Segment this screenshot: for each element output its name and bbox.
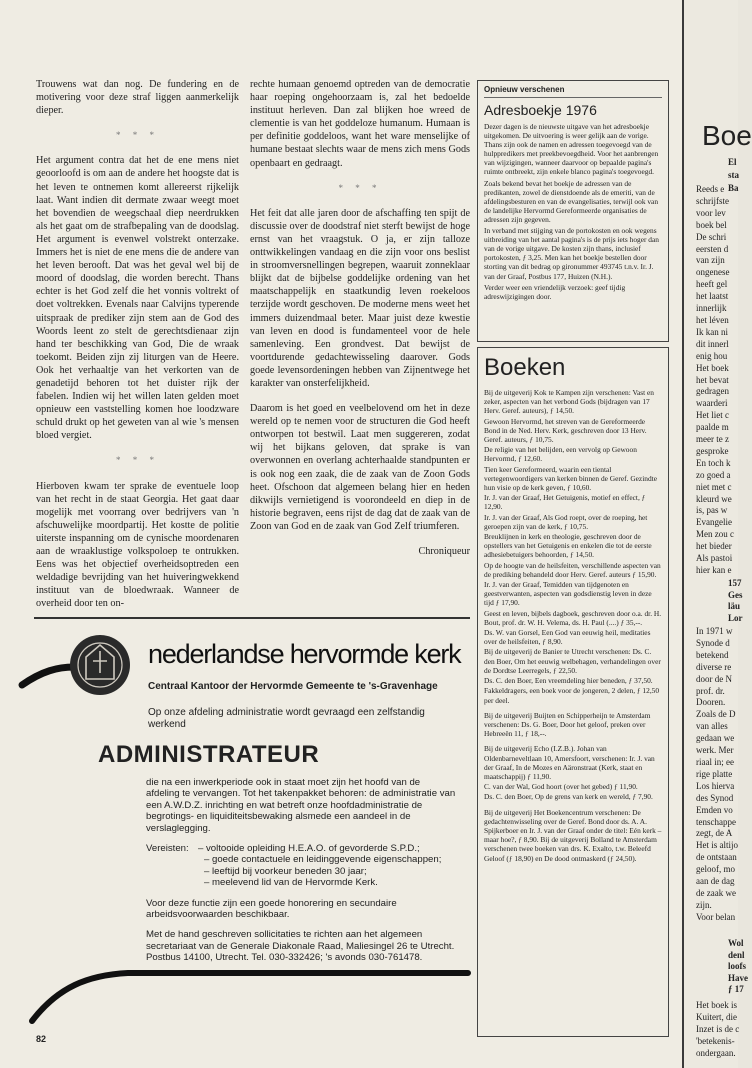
author-signature: Chroniqueur (418, 546, 470, 557)
requirement-item: – voltooide opleiding H.E.A.O. of gevorderde S.P.D.; (198, 843, 420, 855)
fragment-line: En toch k (696, 457, 731, 468)
fragment-line: prof. dr. (696, 685, 725, 696)
ad-intro: Op onze afdeling administratie wordt gevraagd een zelfstandig werkend (148, 707, 425, 730)
fragment-line: des Synod (696, 792, 734, 803)
fragment-line: ondergaan. (696, 1047, 736, 1058)
fragment-line: de zaak we (696, 887, 736, 898)
fragment-line: denl (728, 949, 745, 960)
paragraph: Het argument contra dat het de ene mens niet geoorloofd is om aan de andere het hoogste dat is het leven te ontnemen komt allereerst rijkelijk laat. Want indien dit dermate zwaar weegt moet het bovendien de weegschaal diep neerdrukken als het gaat om de strafbepaling van de doodslag. Het argument is evenwel volstrekt onterzake. Immers het is niet de ene mens die de andere van het leven berooft. Dat was het geval wel bij de moord of doodslag, die worden berecht. Thans echter is het God zelf die het vonnis voltrekt of doet voltrekken. Evenals naar Calvijns typerende uitspraak de prediker zijn stem aan de God des Woords leent zo stelt de gerechtsdienaar zijn hand ter beschikking van God, Die de wraak toekomt. Beiden zijn zij liturgen van de Heere. Ook het verhaaltje van het verkorten van de genadetijd behoren tot het duister rijk der fabelen. Indien wij het willen laten gelden moet opnieuw een vaststelling komen hoe loodzware schuld drukt op het geweten van al wie 's mensen bloed vergiet. (36, 155, 239, 442)
fragment-line: ongenese (696, 267, 730, 278)
fragment-line: Emden vo (696, 804, 733, 815)
fragment-line: gedaan we (696, 733, 735, 744)
fragment-line: Synode d (696, 637, 730, 648)
paragraph: Ds. W. van Gorsel, Een God van eeuwig heil, meditaties over de heilsfeiten, ƒ 8,90. (484, 628, 651, 647)
paragraph: Geest en leven, bijbels dagboek, geschreven door o.a. dr. H. Bout, prof. dr. W. H. Velema, ds. H. Paul (....) ƒ 35,--. (484, 608, 662, 627)
job-advertisement (28, 627, 466, 1025)
requirements (146, 843, 456, 889)
fragment-line: de ontstaan (696, 852, 737, 863)
fragment-line: Als pastoi (696, 553, 733, 564)
fragment-line: Ges (728, 589, 743, 600)
fragment-line: paalde m (696, 422, 729, 433)
ad-paragraph: Voor deze functie zijn een goede honorering en secundaire arbeidsvoorwaarden beschikbaar. (146, 897, 397, 921)
paragraph: Het feit dat alle jaren door de afschaffing ten spijt de discussie over de doodstraf niet sterft bewijst de hoge ernst van het vraagstuk. O ja, er zijn talloze onttwikkelingen vandaag en die zijn voor ons beslist in stroomversnellingen begrepen, waaruit zonneklaar blijkt dat de bijbelse goddelijke ordening van het maatschappelijk en staatkundig leven roekeloos terzijde wordt geschoven. De moderne mens weet het immers duizendmaal beter. Maar juist deze kwestie van leven en dood is fundamenteel voor de hele samenleving. Een grondvest. Dat bewijst de voortdurende gedachtewisseling daarover. Gods goede levensordeningen hebben van Zijnentwege het karakter van onsterfelijkheid. (250, 207, 470, 389)
boeken-body (484, 388, 662, 863)
fragment-line: Men zou c (696, 529, 734, 540)
fragment-bold-heading (728, 938, 748, 996)
kicker: Opnieuw verschenen (484, 85, 662, 98)
section-divider: * * * (338, 182, 382, 193)
fragment-line: betekend (696, 649, 729, 660)
paragraph: Verder weer een vriendelijk verzoek: geef tijdig adreswijzigingen door. (484, 282, 626, 301)
paragraph: Bij de uitgeverij Echo (I.Z.B.). Johan van Oldenbarneveltlaan 10, Amersfoort, verschenen: Ir. J. van der Graaf, In de Mozes en Aäronstraat (Kerk, staat en maatschappij) ƒ 11,90. (484, 744, 655, 781)
fragment-line: van alles (696, 721, 728, 732)
fragment-line: boek bel (696, 219, 727, 230)
paragraph: Op de hoogte van de heilsfeiten, verschillende aspecten van de prediking behandeld door Herv. Geref. auteurs ƒ 15,90. (484, 560, 661, 579)
requirement-item: – meelevend lid van de Hervormde Kerk. (204, 877, 378, 889)
paragraph: In verband met stijging van de portokosten en ook wegens uitbreiding van het aantal pagina's is de prijs iets hoger dan van de vorige uitgave. De kosten zijn thans, inclusief portokosten, ƒ 3,25. Men kan het boekje bestellen door storting van dit bedrag op gironummer 493745 t.n.v. Ir. J. van der Graaf, Postbus 177, Huizen (N.H.). (484, 226, 659, 281)
fragment-line: zijn. (696, 899, 712, 910)
fragment-line: zegt, de A (696, 828, 733, 839)
paragraph: Hierboven kwam ter sprake de eventuele loop van het recht in de staat Georgia. Het gaat daar mogelijk met voorrang over bedrijvers van 'n afschuwelijke moordpartij. Het kostte de politie uiterste inspanning om de cynische moordenaren aan de wraaklustige volkspoloep te ontrukken. Eens was het objectief overheidsoptreden een weldadige bevrijding van het huiveringwekkend instituut van de bloedwraak. Wanneer de overheid door ten on- (36, 480, 239, 610)
fragment-line: diverse re (696, 661, 732, 672)
article-middle-column (250, 78, 470, 558)
fragment-line: Het boek (696, 362, 729, 373)
fragment-line: tenschappe (696, 816, 736, 827)
boeken-box (477, 347, 669, 1037)
article-left-column (36, 78, 239, 622)
fragment-bold-heading (728, 578, 743, 624)
section-title: Adresboekje 1976 (484, 102, 597, 118)
brand-name: nederlandse hervormde kerk (148, 639, 461, 669)
fragment-line: Wol (728, 938, 744, 948)
fragment-line: enig hou (696, 350, 728, 361)
fragment-column (696, 626, 738, 924)
adresboekje-box (477, 80, 669, 342)
fragment-line: loofs (728, 961, 746, 972)
fragment-line: sta (728, 170, 739, 180)
fragment-line: Reeds e (696, 184, 725, 194)
fragment-line: Lor (728, 612, 743, 623)
fragment-line: 'betekenis- (696, 1035, 735, 1046)
fragment-line: läu (728, 601, 741, 612)
fragment-line: eersten d (696, 243, 729, 254)
fragment-line: meer te z (696, 434, 729, 445)
paragraph: rechte humaan genoemd optreden van de democratie haar roeping ongehoorzaam is, zal het bedoelde instituut herleven. Dan zal blijken hoe wreed de clementie is van het goddeloze humanum. Humaan is per definitie goddeloos, want het ware menselijke of humane bestaat slechts waar de mens zich mens Gods openbaart en gedraagt. (250, 79, 470, 169)
ad-paragraph: Met de hand geschreven sollicitaties te richten aan het algemeen secretariaat van de Generale Diakonale Raad, Maliesingel 26 te Utrecht. Postbus 14100, Utrecht. Tel. 030-332426; 's avonds 030-761478. (146, 929, 455, 964)
paragraph: Dezer dagen is de nieuwste uitgave van het adresboekje uitgekomen. De uitvoering is weer gelijk aan de vorige. Thans zijn ook de namen en adressen toegevoegd van de hulppredikers met preekbevoegdheid. Voor het aanbrengen van wijzigingen, wanneer daarvoor op bepaalde pagina's ruimte ontbreekt, zijn enkele blanco pagina's toegevoegd. (484, 122, 659, 177)
fragment-heading: Boe (702, 120, 752, 151)
paragraph: Gewoon Hervormd, het streven van de Gereformeerde Bond in de Ned. Herv. Kerk, geschreven door 13 Herv. Geref. auteurs, ƒ 10,75. (484, 416, 647, 445)
section-title: Boeken (484, 354, 566, 381)
fragment-line: Zoals de D (696, 709, 736, 720)
paragraph: Ir. J. van der Graaf, Temidden van tijdgenoten en geestverwanten, aspecten van godsdienstig leven in deze tijd ƒ 17,90. (484, 580, 652, 608)
fragment-line: riaal in; ee (696, 756, 734, 767)
fragment-line: het bevat (696, 374, 729, 385)
paragraph: Fakkeldragers, een boek voor de jongeren, 2 delen, ƒ 12,50 per deel. (484, 686, 660, 705)
fragment-line: van zijn (696, 255, 725, 266)
fragment-line: geloof, mo (696, 864, 735, 875)
paragraph: Daarom is het goed en veelbelovend om het in deze wereld op te nemen voor de structuren die God heeft ontworpen tot bestwil. Laat men suggereren, zodat wij het bijkans geloven, dat sprake is van overwonnen en overlang achterhaalde standpunten er is ook nog een zaak, die de zaak van de Zoon Gods heet. Ofschoon dat algemeen belang hier en heden dikwijls vernietigend is voorondeeld en diep in de historie begraven, eens rijst de dag dat de zaak van de Zoon van God en de zaak van God Zelf triumferen. (250, 403, 470, 532)
fragment-line: voor lev (696, 207, 726, 218)
paragraph: C. van der Wal, God hoort (over het gebed) ƒ 11,90. (484, 782, 638, 792)
fragment-line: door de N (696, 673, 732, 684)
fragment-line: Het liet c (696, 410, 729, 421)
paragraph: Trouwens wat dan nog. De fundering en de motivering voor deze straf liggen aanmerkelijk dieper. (36, 79, 239, 117)
fragment-line: rige platte (696, 768, 733, 779)
fragment-line: is, pas w (696, 505, 728, 516)
paragraph: Ds. C. den Boer, Op de grens van kerk en wereld, ƒ 7,90. (484, 792, 653, 802)
ad-body (146, 777, 456, 964)
fragment-line: innerlijk (696, 303, 727, 314)
fragment-line: Kuitert, die (696, 1011, 737, 1022)
paragraph: Ir. J. van der Graaf, Het Getuigenis, motief en effect, ƒ 12,90. (484, 493, 646, 512)
fragment-line: Ba (728, 183, 739, 193)
fragment-line: waarderi (696, 398, 728, 409)
paragraph: Tien keer Gereformeerd, waarin een tiental vertegenwoordigers van kerken binnen de Geref. Gezindte hun visie op de kerk geven, ƒ 10,60. (484, 464, 657, 493)
fragment-line: Ik kan ni (696, 326, 728, 337)
paragraph: De religie van het belijden, een vervolg op Gewoon Hervormd, ƒ 12,60. (484, 445, 637, 464)
requirements-list (198, 843, 441, 889)
fragment-line: heeft gel (696, 279, 728, 290)
page-number: 82 (36, 1034, 47, 1044)
paragraph: Zoals bekend bevat het boekje de adressen van de predikanten, zowel de dienstdoende als de emeriti, van de afdelingsbesturen en van de evangelisaties, terwijl ook van de landelijke Hervormd Gereformeerde organisaties de adressen zijn gegeven. (484, 178, 659, 224)
ad-subtitle: Centraal Kantoor der Hervormde Gemeente te 's-Gravenhage (148, 681, 438, 692)
paragraph: Ds. C. den Boer, Een vreemdeling hier beneden, ƒ 37,50. (484, 676, 653, 686)
requirement-item: – goede contactuele en leidinggevende eigenschappen; (204, 854, 442, 866)
adjacent-page-fragment (684, 0, 752, 1068)
fragment-line: het léven (696, 314, 729, 325)
fragment-line: aan de dag (696, 876, 735, 887)
adresboekje-body (484, 122, 662, 301)
paragraph: Breuklijnen in kerk en theologie, geschreven door de opstellers van het Getuigenis en enkelen die tot de eerste adhesiebetuigers behoorden, ƒ 14,50. (484, 532, 652, 560)
ad-paragraph: die na een inwerkperiode ook in staat moet zijn het hoofd van de afdeling te vervangen. Tot het takenpakket behoren: de administratie van een A.W.D.Z. inrichting en wat betreft onze hoofdadministratie de begrotings- en liquiditeitsbewaking alsmede een aandeel in de verslaglegging. (146, 777, 456, 834)
paragraph: Ir. J. van der Graaf, Als God roept, over de roeping, het geroepen zijn van de kerk, ƒ 10,75. (484, 512, 648, 531)
fragment-line: hier kan e (696, 565, 732, 575)
requirement-item: – leeftijd bij voorkeur beneden 30 jaar; (204, 865, 367, 877)
fragment-column (696, 184, 734, 577)
fragment-column (696, 1000, 739, 1060)
fragment-line: In 1971 w (696, 626, 733, 636)
fragment-line: Voor belan (696, 911, 736, 922)
section-divider: * * * (116, 130, 159, 141)
fragment-line: niet met c (696, 481, 732, 492)
fragment-line: Inzet is de c (696, 1023, 740, 1034)
fragment-line: schrijfste (696, 195, 729, 206)
paragraph: Bij de uitgeverij Buijten en Schipperheijn te Amsterdam verschenen: Ds. G. Boer, Door het geloof, preken over Hebreeën 11, ƒ 18,--. (484, 710, 651, 739)
paragraph: Bij de uitgeverij de Banier te Utrecht verschenen: Ds. C. den Boer, Om het eeuwig welbehagen, verhandelingen over de Dordtse Leerregels, ƒ 22,50. (484, 647, 661, 675)
fragment-line: Los hierva (696, 780, 735, 791)
fragment-line: zo goed a (696, 469, 731, 480)
fragment-line: Het boek is (696, 1000, 737, 1010)
fragment-line: ƒ 17 (728, 984, 744, 995)
fragment-line: Have (728, 972, 748, 983)
fragment-line: 157 (728, 578, 742, 588)
fragment-line: gesproke (696, 445, 729, 456)
fragment-line: Het is altijo (696, 840, 738, 851)
paragraph: Bij de uitgeverij Kok te Kampen zijn verschenen: Vast en zeker, aspecten van het verbond Gods (bijdragen van 17 Herv. Geref. auteurs), ƒ 14,50. (484, 388, 655, 416)
fragment-line: El (728, 157, 737, 167)
fragment-line: het bieder (696, 541, 732, 552)
section-divider: * * * (116, 455, 159, 466)
fragment-line: kleurd we (696, 493, 732, 504)
fragment-line: Dooren. (696, 697, 726, 708)
paragraph: Bij de uitgeverij Het Boekencentrum verschenen: De gedachtenwisseling over de Geref. Bond door ds. A. A. Spijkerboer en Ir. J. van der Graaf onder de titel: Eén kerk – maar hoe?, ƒ 8,90. Bij de uitgeverij Bolland te Amsterdam verschenen twee boeken van drs. K. Exalto, t.w. Beleefd Geloof (ƒ 18,90) en De dood ontmaskerd (ƒ 24,50). (484, 807, 662, 863)
requirements-label: Vereisten: (146, 843, 189, 855)
fragment-line: dit innerl (696, 338, 729, 349)
decorative-curve (28, 957, 468, 1027)
church-logo-icon (22, 623, 132, 703)
fragment-line: Evangelie (696, 517, 732, 528)
fragment-line: De schri (696, 231, 727, 242)
fragment-line: werk. Mer (696, 745, 734, 756)
ad-position-title: ADMINISTRATEUR (98, 741, 320, 768)
fragment-line: gedragen (696, 386, 729, 397)
fragment-line: het laatst (696, 291, 729, 302)
column-rule (34, 617, 470, 619)
